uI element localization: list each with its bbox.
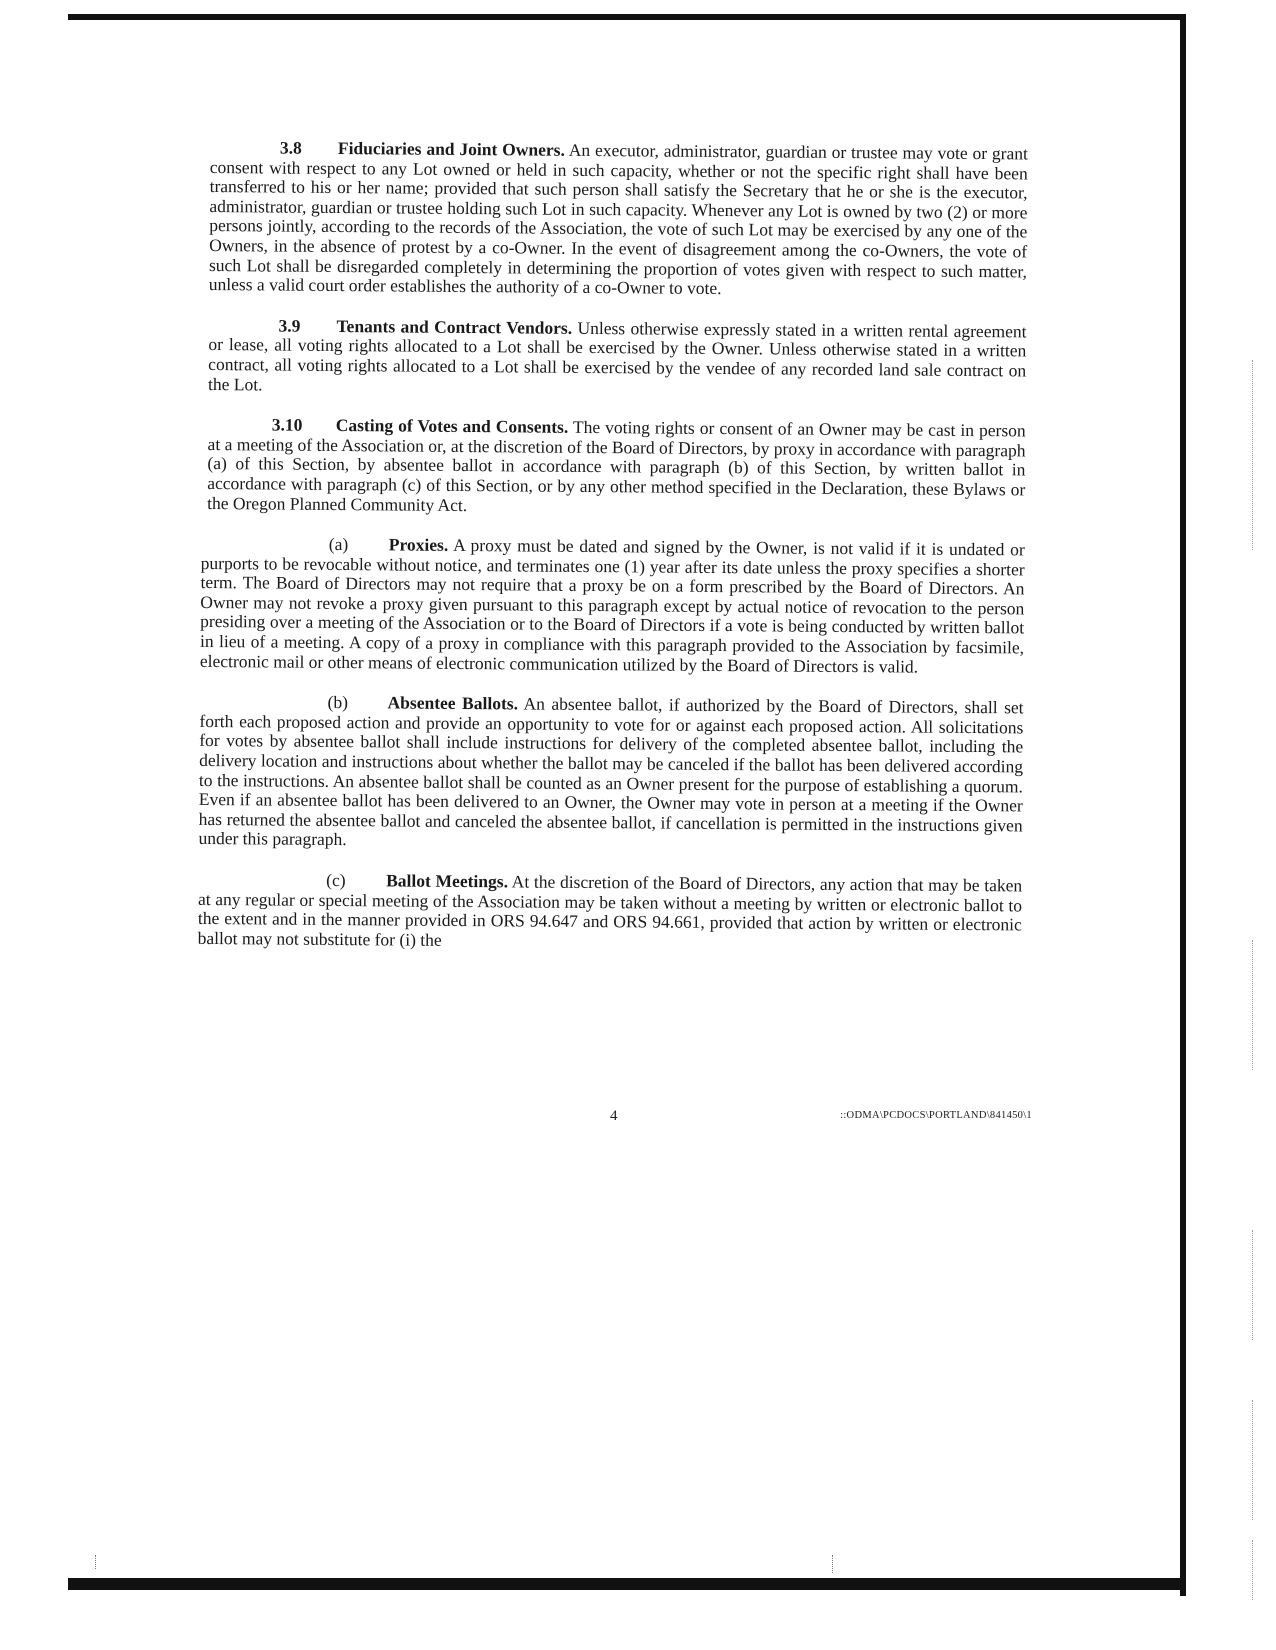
subsection-label: (b)	[327, 692, 349, 713]
section-heading: Fiduciaries and Joint Owners.	[337, 138, 565, 160]
subsection-label: (c)	[326, 869, 346, 891]
section-3-9	[208, 316, 1027, 401]
section-number: 3.8	[279, 137, 302, 158]
section-text: Unless otherwise expressly stated in a written rental agreement or lease, all voting rights allocated to a Lot shall be exercised by the Owner. Unless otherwise stated in a written contract, all voting rights allocated to a Lot shall be exercised by the vendee of any recorded land sale contract on the Lot.	[207, 317, 1027, 394]
section-number: 3.10	[271, 414, 303, 435]
subsection-text: At the discretion of the Board of Directors, any action that may be taken at any regular or special meeting of the Association may be taken without a meeting by written or electronic ballot to the extent and in the manner provided in ORS 94.647 and ORS 94.661, provided that action by written or electronic ballot may not substitute for (i) the	[197, 871, 1023, 950]
scan-artifact	[1252, 1540, 1255, 1600]
page-footer	[200, 1108, 1032, 1130]
document-body	[197, 137, 1028, 976]
scan-artifact	[832, 1555, 834, 1573]
scan-border-bottom	[68, 1578, 1186, 1590]
subsection-b	[198, 692, 1023, 855]
subsection-c	[198, 870, 1023, 955]
document-path: ::ODMA\PCDOCS\PORTLAND\841450\1	[840, 1110, 1032, 1121]
subsection-heading: Proxies.	[388, 534, 449, 555]
subsection-heading: Ballot Meetings.	[386, 870, 509, 892]
section-text: The voting rights or consent of an Owner may be cast in person at a meeting of the Association or, at the discretion of the Board of Directors, by proxy in accordance with paragraph (a) of this Section, by absentee ballot in accordance with paragraph (b) of this Section, by written ballot in accordance with paragraph (c) of this Section, or by any other method specified in the Declaration, these Bylaws or the Oregon Planned Community Act.	[207, 416, 1026, 515]
subsection-text: An absentee ballot, if authorized by the Board of Directors, shall set forth each proposed action and provide an opportunity to vote for or against each proposed action. All solicitations for votes by absentee ballot shall include instructions for delivery of the completed absentee ballot, including the delivery location and instructions about whether the ballot may be canceled if the ballot has been delivered according to the instructions. An absentee ballot shall be counted as an Owner present for the purpose of establishing a quorum. Even if an absentee ballot has been delivered to an Owner, the Owner may vote in person at a meeting if the Owner has returned the absentee ballot and canceled the absentee ballot, if cancellation is permitted in the instructions given under this paragraph.	[198, 693, 1024, 850]
scan-artifact	[1252, 1400, 1255, 1520]
section-heading: Casting of Votes and Consents.	[335, 415, 569, 437]
section-heading: Tenants and Contract Vendors.	[336, 315, 573, 338]
scan-border-right	[1180, 14, 1186, 1596]
section-3-10	[207, 415, 1026, 519]
page-number: 4	[610, 1108, 618, 1124]
scan-artifact	[1252, 1230, 1255, 1340]
section-number: 3.9	[278, 315, 301, 336]
scan-artifact	[1252, 940, 1255, 1070]
scan-border-top	[68, 14, 1186, 20]
subsection-heading: Absentee Ballots.	[387, 692, 519, 714]
scan-artifact	[1252, 360, 1255, 550]
scan-artifact	[95, 1555, 97, 1569]
subsection-label: (a)	[328, 534, 349, 555]
subsection-a	[200, 534, 1025, 678]
section-3-8	[209, 138, 1028, 301]
subsection-text: A proxy must be dated and signed by the Owner, is not valid if it is undated or purports to be revocable without notice, and terminates one (1) year after its date unless the proxy specifies a shorter term. The Board of Directors may not require that a proxy be on a form prescribed by the Board of Directors. An Owner may not revoke a proxy given pursuant to this paragraph except by actual notice of revocation to the person presiding over a meeting of the Association or to the Board of Directors if a vote is being conducted by written ballot in lieu of a meeting. A copy of a proxy in compliance with this paragraph provided to the Association by facsimile, electronic mail or other means of electronic communication utilized by the Board of Directors is valid.	[199, 535, 1025, 677]
section-text: An executor, administrator, guardian or trustee may vote or grant consent with respect to any Lot owned or held in such capacity, whether or not the specific right shall have been transferred to his or her name; provided that such person shall satisfy the Secretary that he or she is the executor, administrator, guardian or trustee holding such Lot in such capacity. Whenever any Lot is owned by two (2) or more persons jointly, according to the records of the Association, the vote of such Lot may be exercised by any one of the Owners, in the absence of protest by a co-Owner. In the event of disagreement among the co-Owners, the vote of such Lot shall be disregarded completely in determining the proportion of votes given with respect to such matter, unless a valid court order establishes the authority of a co-Owner to vote.	[208, 139, 1028, 299]
